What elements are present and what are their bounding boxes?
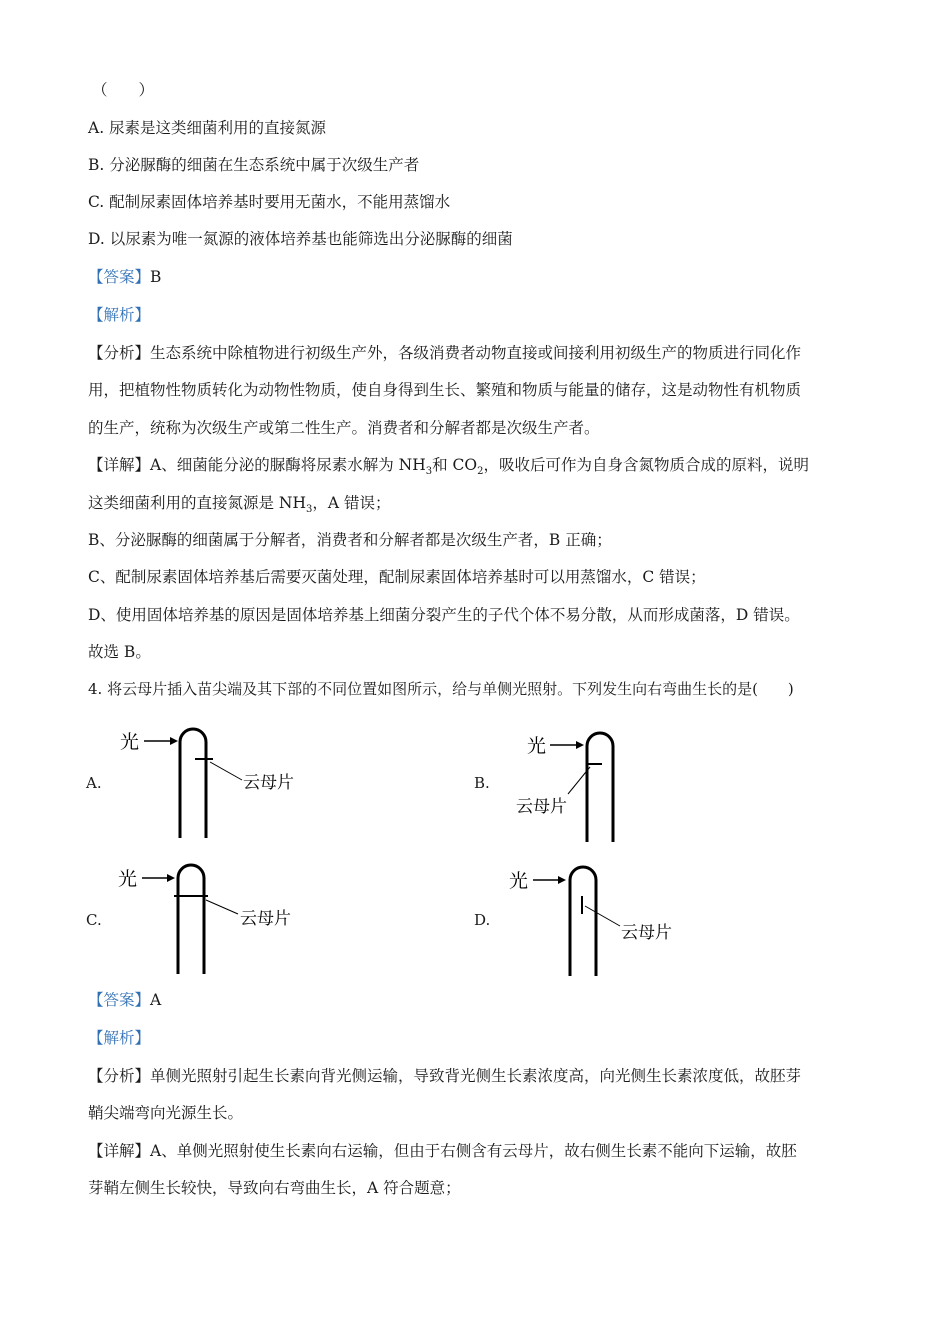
coleoptile-diagram <box>474 726 694 848</box>
question-4-stem: 4. 将云母片插入苗尖端及其下部的不同位置如图所示，给与单侧光照射。下列发生向右弯曲生长的是( ) <box>88 680 794 698</box>
detail-2-line-2: 芽鞘左侧生长较快，导致向右弯曲生长，A 符合题意； <box>88 1179 461 1197</box>
detail-line-5: D、使用固体培养基的原因是固体培养基上细菌分裂产生的子代个体不易分散，从而形成菌落，D 错误。 <box>88 606 800 624</box>
figure-label: A. <box>86 774 102 792</box>
option-a: A. 尿素是这类细菌利用的直接氮源 <box>88 119 327 137</box>
figure-label: B. <box>474 774 490 792</box>
subscript: 2 <box>477 466 484 478</box>
arrow-head <box>167 874 175 882</box>
fenxi-tag: 【分析】 <box>88 344 151 362</box>
text-span: 单侧光照射引起生长素向背光侧运输，导致背光侧生长素浓度高，向光侧生长素浓度低，故胚芽 <box>150 1067 802 1085</box>
mica-leader <box>206 900 238 914</box>
arrow-head <box>576 741 584 749</box>
text-span: 和 CO <box>432 456 478 474</box>
mica-leader <box>210 762 242 780</box>
xiangjie-tag: 【详解】 <box>88 1142 151 1160</box>
figure-label: C. <box>86 911 102 929</box>
analysis-heading: 【解析】 <box>88 306 151 324</box>
mica-label: 云母片 <box>240 909 291 929</box>
figure-option-a <box>86 722 326 844</box>
light-label: 光 <box>527 735 547 757</box>
analysis-line-3: 的生产，统称为次级生产或第二性生产。消费者和分解者都是次级生产者。 <box>88 419 600 437</box>
coleoptile-diagram <box>474 858 694 980</box>
analysis-2-line-2: 鞘尖端弯向光源生长。 <box>88 1104 244 1122</box>
analysis-paragraph-2 <box>88 1066 801 1086</box>
text-span: A、单侧光照射使生长素向右运输，但由于右侧含有云母片，故右侧生长素不能向下运输，故胚 <box>150 1142 797 1160</box>
arrow-head <box>170 737 178 745</box>
mica-label: 云母片 <box>621 923 672 943</box>
answer-line-2 <box>88 990 161 1010</box>
detail-line-3: B、分泌脲酶的细菌属于分解者，消费者和分解者都是次级生产者，B 正确； <box>88 531 612 549</box>
answer-tag: 【答案】 <box>88 991 151 1009</box>
light-label: 光 <box>509 870 529 892</box>
analysis-heading-2: 【解析】 <box>88 1029 151 1047</box>
xiangjie-tag: 【详解】 <box>88 456 151 474</box>
mica-leader <box>585 906 620 926</box>
mica-label: 云母片 <box>516 797 567 817</box>
answer-value: A <box>150 991 162 1009</box>
coleoptile <box>178 865 204 974</box>
arrow-head <box>558 876 566 884</box>
text-span: A、细菌能分泌的脲酶将尿素水解为 NH <box>150 456 426 474</box>
option-d: D. 以尿素为唯一氮源的液体培养基也能筛选出分泌脲酶的细菌 <box>88 230 513 248</box>
text-span: 生态系统中除植物进行初级生产外，各级消费者动物直接或间接利用初级生产的物质进行同化作 <box>150 344 802 362</box>
figure-option-d <box>474 858 694 980</box>
coleoptile-diagram <box>86 722 326 844</box>
figure-option-b <box>474 726 694 848</box>
coleoptile <box>180 729 206 838</box>
option-b: B. 分泌脲酶的细菌在生态系统中属于次级生产者 <box>88 156 420 174</box>
conclusion: 故选 B。 <box>88 643 151 661</box>
question-bracket: （ ） <box>92 81 155 99</box>
light-label: 光 <box>118 868 138 890</box>
figure-label: D. <box>474 911 491 929</box>
answer-value: B <box>150 268 162 286</box>
text-span: ，吸收后可作为自身含氮物质合成的原料，说明 <box>483 456 809 474</box>
coleoptile <box>587 733 613 842</box>
detail-line-2 <box>88 493 391 520</box>
detail-line-1 <box>88 455 809 482</box>
fenxi-tag: 【分析】 <box>88 1067 151 1085</box>
light-label: 光 <box>120 731 140 753</box>
coleoptile <box>570 867 596 976</box>
answer-line <box>88 267 161 287</box>
subscript: 3 <box>425 466 433 478</box>
answer-tag: 【答案】 <box>88 268 151 286</box>
analysis-line-2: 用，把植物性物质转化为动物性物质，使自身得到生长、繁殖和物质与能量的储存，这是动物性有机物质 <box>88 381 802 399</box>
subscript: 3 <box>306 504 313 516</box>
mica-label: 云母片 <box>243 773 294 793</box>
detail-line-4: C、配制尿素固体培养基后需要灭菌处理，配制尿素固体培养基时可以用蒸馏水，C 错误； <box>88 568 706 586</box>
analysis-paragraph <box>88 343 801 363</box>
option-c: C. 配制尿素固体培养基时要用无菌水，不能用蒸馏水 <box>88 193 451 211</box>
text-span: ，A 错误； <box>312 494 391 512</box>
text-span: 这类细菌利用的直接氮源是 NH <box>88 494 307 512</box>
detail-2-line-1 <box>88 1141 797 1161</box>
coleoptile-diagram <box>86 858 326 980</box>
figure-option-c <box>86 858 326 980</box>
